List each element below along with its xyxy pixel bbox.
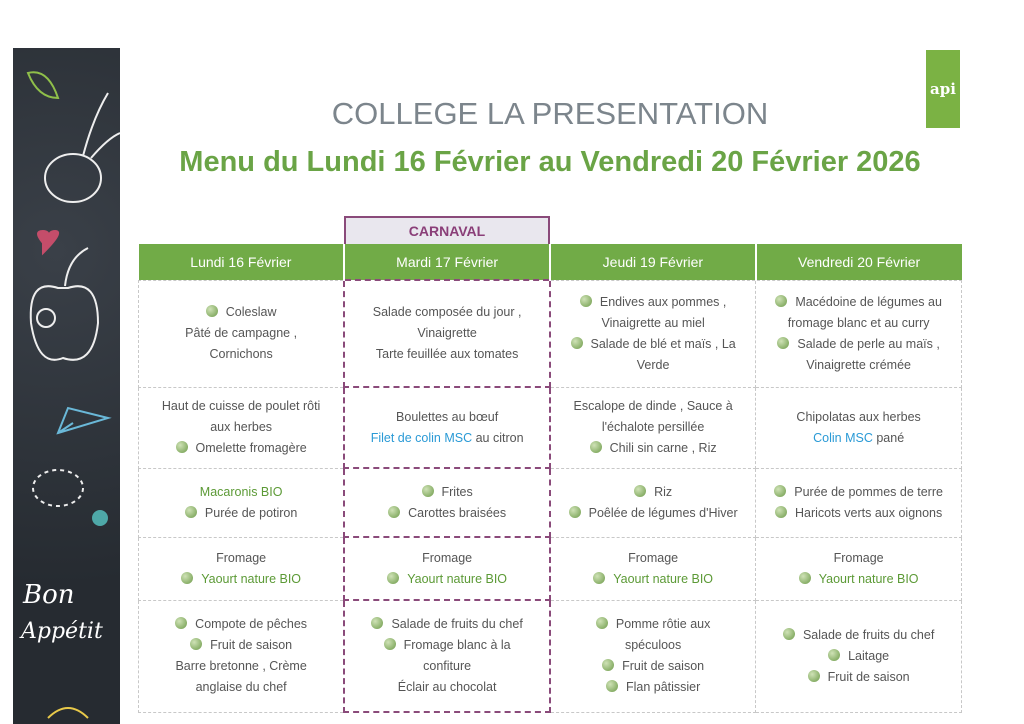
dish-line: [353, 482, 541, 503]
dish-line: [764, 503, 953, 524]
dish-text: Salade de perle au maïs ,: [797, 336, 940, 351]
leaf-circle-icon: [384, 638, 396, 650]
leaf-circle-icon: [783, 628, 795, 640]
dish-line: [147, 396, 335, 417]
leaf-icon: [28, 72, 58, 98]
dish-text: Fruit de saison: [210, 638, 293, 652]
meal-row: [139, 537, 962, 600]
day-header: Jeudi 19 Février: [550, 244, 756, 280]
leaf-circle-icon: [175, 617, 187, 629]
leaf-circle-icon: [181, 572, 193, 584]
menu-cell: [344, 468, 550, 537]
dish-line: [559, 417, 747, 438]
dish-text: Haricots verts aux oignons: [794, 505, 943, 520]
leaf-circle-icon: [775, 506, 787, 518]
dish-line: [353, 302, 541, 323]
menu-cell: [139, 600, 345, 712]
sun-icon: [48, 708, 88, 718]
leaf-circle-icon: [590, 441, 602, 453]
dish-text: Yaourt nature BIO: [818, 571, 919, 586]
leaf-circle-icon: [774, 485, 786, 497]
dish-line: [764, 355, 953, 376]
dish-line: [353, 428, 541, 449]
dish-line: [559, 548, 747, 569]
leaf-circle-icon: [569, 506, 581, 518]
dish-line: [559, 334, 747, 355]
dish-text: Fromage: [833, 550, 884, 565]
dish-line: [559, 635, 747, 656]
menu-cell: [344, 600, 550, 712]
menu-cell: [139, 387, 345, 468]
dish-line: [147, 302, 335, 323]
dish-text: anglaise du chef: [195, 680, 287, 694]
menu-cell: [550, 280, 756, 387]
meal-row: [139, 280, 962, 387]
dish-text: Carottes braisées: [408, 505, 507, 520]
dish-text: Endives aux pommes ,: [599, 294, 727, 309]
dish-text: Haut de cuisse de poulet rôti: [161, 399, 321, 413]
dish-text: Compote de pêches: [195, 617, 308, 631]
dish-text: l'échalote persillée: [601, 420, 705, 434]
dish-text: Poêlée de légumes d'Hiver: [588, 505, 738, 520]
meal-row: [139, 387, 962, 468]
menu-cell: [550, 468, 756, 537]
leaf-circle-icon: [580, 295, 592, 307]
dish-text: Pâté de campagne ,: [185, 326, 298, 340]
dish-line: [764, 292, 953, 313]
dish-text: Salade de blé et maïs , La: [590, 336, 736, 351]
menu-cell: [139, 468, 345, 537]
bon-appetit-slogan: Bon: [23, 580, 75, 610]
menu-cell: [756, 537, 962, 600]
dish-line: [764, 569, 953, 590]
dish-line: [353, 548, 541, 569]
leaf-circle-icon: [606, 680, 618, 692]
dish-text: Yaourt nature BIO: [613, 571, 714, 586]
dish-text: Purée de pommes de terre: [794, 484, 943, 499]
leaf-circle-icon: [371, 617, 383, 629]
menu-cell: [344, 537, 550, 600]
apple-icon: [31, 286, 98, 360]
leaf-circle-icon: [185, 506, 197, 518]
dish-line: [764, 667, 953, 688]
dish-text: Vinaigrette crémée: [806, 357, 911, 372]
menu-cell: [550, 387, 756, 468]
svg-text:Appétit: Appétit: [21, 619, 103, 644]
dish-line: [559, 355, 747, 376]
dish-line: [764, 646, 953, 667]
dish-text: Filet de colin MSC: [370, 430, 473, 445]
radish-icon: [45, 154, 101, 202]
dish-text: Omelette fromagère: [195, 441, 307, 455]
menu-cell: [139, 280, 345, 387]
dish-line: [353, 635, 541, 656]
menu-cell: [344, 280, 550, 387]
dish-text: aux herbes: [210, 420, 273, 434]
day-header: Lundi 16 Février: [139, 244, 345, 280]
menu-table: [138, 244, 962, 713]
dish-line: [764, 407, 953, 428]
dish-text: Chili sin carne , Riz: [609, 441, 717, 455]
dish-text: Fromage blanc à la: [403, 638, 511, 652]
dish-text: Flan pâtissier: [625, 680, 701, 694]
dish-line: [147, 417, 335, 438]
leaf-circle-icon: [596, 617, 608, 629]
leaf-circle-icon: [634, 485, 646, 497]
dish-line: [764, 313, 953, 334]
dish-line: [559, 656, 747, 677]
dish-text: Fruit de saison: [622, 659, 705, 673]
leaf-circle-icon: [777, 337, 789, 349]
menu-cell: [550, 600, 756, 712]
dish-text: fromage blanc et au curry: [787, 315, 930, 330]
carnaval-badge: CARNAVAL: [344, 216, 550, 244]
dish-line: [559, 482, 747, 503]
dish-line: [764, 548, 953, 569]
dish-line: [559, 396, 747, 417]
menu-cell: [756, 468, 962, 537]
dish-text: Yaourt nature BIO: [407, 571, 508, 586]
dish-text: Purée de potiron: [204, 505, 298, 520]
dish-text: Verde: [636, 357, 670, 372]
leaf-circle-icon: [388, 506, 400, 518]
dish-text: spéculoos: [624, 638, 682, 652]
dish-text: Salade de fruits du chef: [802, 627, 935, 642]
dish-text: Barre bretonne , Crème: [175, 659, 307, 673]
dish-line: [353, 323, 541, 344]
dish-text: Escalope de dinde , Sauce à: [573, 399, 733, 413]
dish-text: Colin MSC: [813, 430, 873, 445]
dish-text: Riz: [654, 484, 673, 499]
menu-cell: [344, 387, 550, 468]
dish-line: [559, 614, 747, 635]
menu-cell: [756, 600, 962, 712]
menu-cell: [756, 280, 962, 387]
dish-line: [147, 482, 335, 503]
dish-line: [147, 548, 335, 569]
dish-line: [353, 569, 541, 590]
chalkboard-decoration: [13, 48, 120, 724]
menu-cell: [550, 537, 756, 600]
dish-text: Cornichons: [209, 347, 273, 361]
dish-line: [353, 344, 541, 365]
meal-row: [139, 600, 962, 712]
leaf-circle-icon: [422, 485, 434, 497]
menu-cell: [756, 387, 962, 468]
dish-line: [147, 677, 335, 698]
dish-line: [147, 344, 335, 365]
dish-text: Macaronis BIO: [199, 484, 283, 499]
dish-text: Fruit de saison: [827, 669, 910, 684]
dish-line: [764, 482, 953, 503]
dish-line: [353, 677, 541, 698]
leaf-circle-icon: [799, 572, 811, 584]
dish-text: Salade composée du jour ,: [372, 305, 522, 319]
leaf-circle-icon: [571, 337, 583, 349]
dish-line: [559, 503, 747, 524]
dish-text: Coleslaw: [225, 305, 277, 319]
dish-text: Fromage: [628, 550, 679, 565]
heart-icon: [38, 231, 58, 253]
dish-text: Macédoine de légumes au: [795, 294, 942, 309]
leaf-circle-icon: [828, 649, 840, 661]
dish-line: [353, 656, 541, 677]
day-header: Vendredi 20 Février: [756, 244, 962, 280]
flower-icon: [93, 511, 107, 525]
dish-line: [353, 503, 541, 524]
dish-line: [147, 438, 335, 459]
dish-line: [559, 569, 747, 590]
paper-plane-icon: [58, 408, 108, 433]
dish-text: Yaourt nature BIO: [201, 571, 302, 586]
school-name: COLLEGE LA PRESENTATION: [331, 96, 769, 131]
dish-line: [147, 323, 335, 344]
menu-cell: [139, 537, 345, 600]
dish-line: [559, 438, 747, 459]
dish-text: pané: [872, 430, 905, 445]
dish-text: Fromage: [422, 550, 473, 565]
dish-line: [764, 428, 953, 449]
leaf-circle-icon: [602, 659, 614, 671]
dish-text: Salade de fruits du chef: [391, 617, 523, 631]
meal-row: [139, 468, 962, 537]
menu-title: Menu du Lundi 16 Février au Vendredi 20 Février 2026: [179, 146, 921, 178]
dish-line: [764, 334, 953, 355]
dish-line: [147, 569, 335, 590]
dish-text: au citron: [472, 430, 524, 445]
dish-text: Fromage: [216, 550, 267, 565]
dish-text: Frites: [441, 484, 473, 499]
leaf-circle-icon: [387, 572, 399, 584]
leaf-circle-icon: [176, 441, 188, 453]
dish-text: Vinaigrette: [417, 326, 477, 340]
dish-line: [147, 635, 335, 656]
dish-text: Éclair au chocolat: [397, 680, 497, 694]
dish-text: Boulettes au bœuf: [396, 409, 499, 424]
leaf-circle-icon: [206, 305, 218, 317]
dish-line: [559, 677, 747, 698]
dish-line: [764, 625, 953, 646]
dish-line: [353, 407, 541, 428]
dish-text: confiture: [423, 659, 472, 673]
dish-text: Laitage: [848, 648, 890, 663]
dish-text: Vinaigrette au miel: [601, 315, 705, 330]
dish-line: [147, 656, 335, 677]
dish-line: [147, 614, 335, 635]
dish-text: Tarte feuillée aux tomates: [375, 347, 519, 361]
leaf-circle-icon: [775, 295, 787, 307]
dish-text: Chipolatas aux herbes: [796, 409, 921, 424]
dish-line: [353, 614, 541, 635]
api-logo: api: [926, 50, 960, 128]
leaf-circle-icon: [190, 638, 202, 650]
dish-text: Pomme rôtie aux: [615, 617, 711, 631]
day-header: Mardi 17 Février: [344, 244, 550, 280]
leaf-circle-icon: [593, 572, 605, 584]
leaf-circle-icon: [808, 670, 820, 682]
dish-line: [147, 503, 335, 524]
dish-line: [559, 313, 747, 334]
dish-line: [559, 292, 747, 313]
